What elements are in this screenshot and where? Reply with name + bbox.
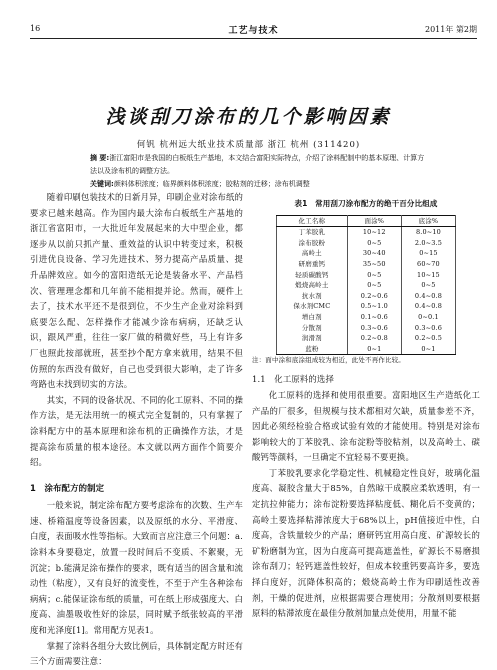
header-rule: [30, 38, 477, 39]
table-header-cell: 底涂%: [401, 215, 455, 227]
table-cell: 0.4~0.8: [401, 301, 455, 312]
table-row: [277, 270, 456, 281]
table-cell: 增白剂: [277, 312, 348, 323]
table-cell: 8.0~10: [401, 227, 455, 238]
table-cell: 高岭土: [277, 248, 348, 259]
abstract-text: 浙江富阳市是我国的白板纸生产基地，本文结合富阳实际特点，介绍了涂料配制中的基本原理、计算方法以及涂布机的调整方法。: [90, 154, 425, 175]
table-cell: 0.5~1.0: [347, 301, 401, 312]
table-cell: 0.2~0.5: [401, 333, 455, 344]
table-cell: 35~50: [347, 259, 401, 270]
table-cell: 保水剂CMC: [277, 301, 348, 312]
right-column: [252, 196, 480, 622]
table-row: [277, 248, 456, 259]
table-row: [277, 323, 456, 334]
table-cell: 30~40: [347, 248, 401, 259]
table-cell: 60~70: [401, 259, 455, 270]
table-cell: 0.1~0.6: [347, 312, 401, 323]
table-cell: 涂布胶粉: [277, 238, 348, 249]
journal-name: 工艺与技术: [228, 26, 279, 36]
table-cell: 0~5: [347, 270, 401, 281]
table-cell: 0~5: [347, 238, 401, 249]
left-paragraph-3: 一般来说，制定涂布配方要考虑涂布的次数、生产车速、桥箱温度等设备因素，以及原纸的水分、平滑度、白度，表面吸水性等指标。大致而言应注意三个问题：a.涂料本身要稳定，放置一段时间后不变质、不絮聚，无沉淀；b.能满足涂布操作的要求，既有适当的固含量和流动性（粘度），又有良好的流变性，不至于产生各种涂布病病；c.能保证涂布纸的质量，可在纸上形成强度大、白度高、油墨吸收性好的涂层，同时赋予纸张较高的平滑度和光泽度[1]。常用配方见表1。: [30, 500, 243, 636]
table-note: 注：面中涂和底涂组成较为相近，此处不再作比较。: [252, 356, 405, 365]
keywords-text: 颜料体积浓度；临界颜料体积浓度；胶粘剂的迁移；涂布机调整: [113, 180, 310, 188]
table-row: [277, 312, 456, 323]
table-cell: 抗水剂: [277, 291, 348, 302]
table-cell: 0.2~0.6: [347, 291, 401, 302]
table-row: [277, 301, 456, 312]
article-title: 浅谈刮刀涂布的几个影响因素: [105, 106, 392, 128]
left-column: [30, 190, 243, 670]
table-cell: 分散剂: [277, 323, 348, 334]
abstract-label: 摘 要:: [90, 154, 110, 162]
subsection-heading: 1.1 化工原料的选择: [252, 374, 334, 385]
table-row: [277, 259, 456, 270]
abstract: [90, 152, 430, 178]
right-paragraph-2: 丁苯胶乳要求化学稳定性、机械稳定性良好，玻璃化温度高、凝胶含量大于85%，自然晾干成膜应柔软透明，有一定抗拉伸能力；涂布淀粉要选择粘度低、糊化后不变黄的；高岭土要选择粘滞浓度大于68%以上，pH值接近中性，白度高，含铁量较少的产品；磨研钙宜用高白度、矿源较长的矿粉磨制为宜，因为白度高可提高遮盖性，矿源长不易磨损涂布刮刀；轻钙遮盖性较好，但成本较重钙要高许多，要选择白度好，沉降体积高的；煅烧高岭土作为印刷适性改善剂，干燥的促进剂，应根据需要合理使用；分散剂则要根据原料的粘滞浓度在最佳分散剂加量点处使用，用量不能: [252, 467, 480, 619]
table-row: [277, 238, 456, 249]
issue-label: 2011年 第2期: [425, 25, 477, 34]
table-row: [277, 291, 456, 302]
table-header-cell: 化工名称: [277, 215, 348, 227]
table-cell: 丁苯胶乳: [277, 227, 348, 238]
keywords-label: 关键词:: [90, 180, 114, 188]
table-cell: 0~5: [401, 280, 455, 291]
table-cell: 0.2~0.8: [347, 333, 401, 344]
table-caption: 表1 常用刮刀涂布配方的绝干百分比组成: [294, 199, 438, 208]
left-paragraph-2: 其实，不同的设备状况、不同的化工原料、不同的操作方法，是无法用统一的模式完全复制的，只有掌握了涂料配方中的基本原理和涂布机的正确操作方法，才是提高涂布质量的根本途径。本文就以两方面作个简要介绍。: [30, 394, 243, 468]
table-cell: 0~5: [347, 280, 401, 291]
table-cell: 0.3~0.6: [347, 323, 401, 334]
table-header-cell: 面涂%: [347, 215, 401, 227]
table-cell: 蓝粉: [277, 344, 348, 355]
table-cell: 0~1: [401, 344, 455, 355]
table-cell: 0~15: [401, 248, 455, 259]
table-cell: 轻质碳酸钙: [277, 270, 348, 281]
table-cell: 润滑剂: [277, 333, 348, 344]
formula-table: [276, 215, 456, 356]
table-cell: 2.0~3.5: [401, 238, 455, 249]
table-row: [277, 333, 456, 344]
page-number: 16: [30, 24, 41, 33]
table-cell: 0~1: [347, 344, 401, 355]
author-line: 何钒 杭州远大纸业技术质量部 浙江 杭州 (311420): [136, 140, 361, 150]
table-cell: 研磨重钙: [277, 259, 348, 270]
section-heading: 1 涂布配方的制定: [30, 482, 105, 493]
table-cell: 煅烧高岭土: [277, 280, 348, 291]
table-cell: 0~0.1: [401, 312, 455, 323]
table-row: [277, 280, 456, 291]
table-row: [277, 227, 456, 238]
left-paragraph-4: 掌握了涂料各组分大致比例后，具体制定配方时还有三个方面需要注意：: [30, 640, 243, 667]
left-paragraph-1: 随着印刷包装技术的日新月异，印刷企业对涂布纸的要求已越来越高。作为国内最大涂布白板纸生产基地的浙江省富阳市，一大批近年发展起来的大中型企业，都逐步从以前只抓产量、重效益的认识中转变过来，积极引进优良设备、学习先进技术、努力提高产品质量、提升品牌效应。如今的富阳造纸无论是装备水平、产品档次、管理理念都和几年前不能相提并论。然而，硬件上去了，技术水平还不是很到位，不少生产企业对涂料到底要怎么配、怎样操作才能减少涂布病病，还缺乏认识，跟风严重，往往一家厂做的稍微好些，马上有许多厂也照此按部就班，甚至抄个配方拿来就用，结果不但仿照的东西没有做好，自己也受到很大影响，走了许多弯路也未找到切实的方法。: [30, 192, 243, 390]
right-paragraph-1: 化工原料的选择和使用很重要。富阳地区生产造纸化工产品的厂很多，但规模与技术都相对欠缺，质量参差不齐，因此必须经检验合格或试验有效的才能使用。特别是对涂布影响较大的丁苯胶乳、涂布淀粉等胶粘剂，以及高岭土、碳酸钙等颜料，一旦确定不宜轻易不要更换。: [252, 389, 480, 463]
table-cell: 0.4~0.8: [401, 291, 455, 302]
table-cell: 10~12: [347, 227, 401, 238]
table-cell: 10~15: [401, 270, 455, 281]
table-row: [277, 344, 456, 355]
running-header: [30, 22, 477, 38]
table-cell: 0.3~0.6: [401, 323, 455, 334]
